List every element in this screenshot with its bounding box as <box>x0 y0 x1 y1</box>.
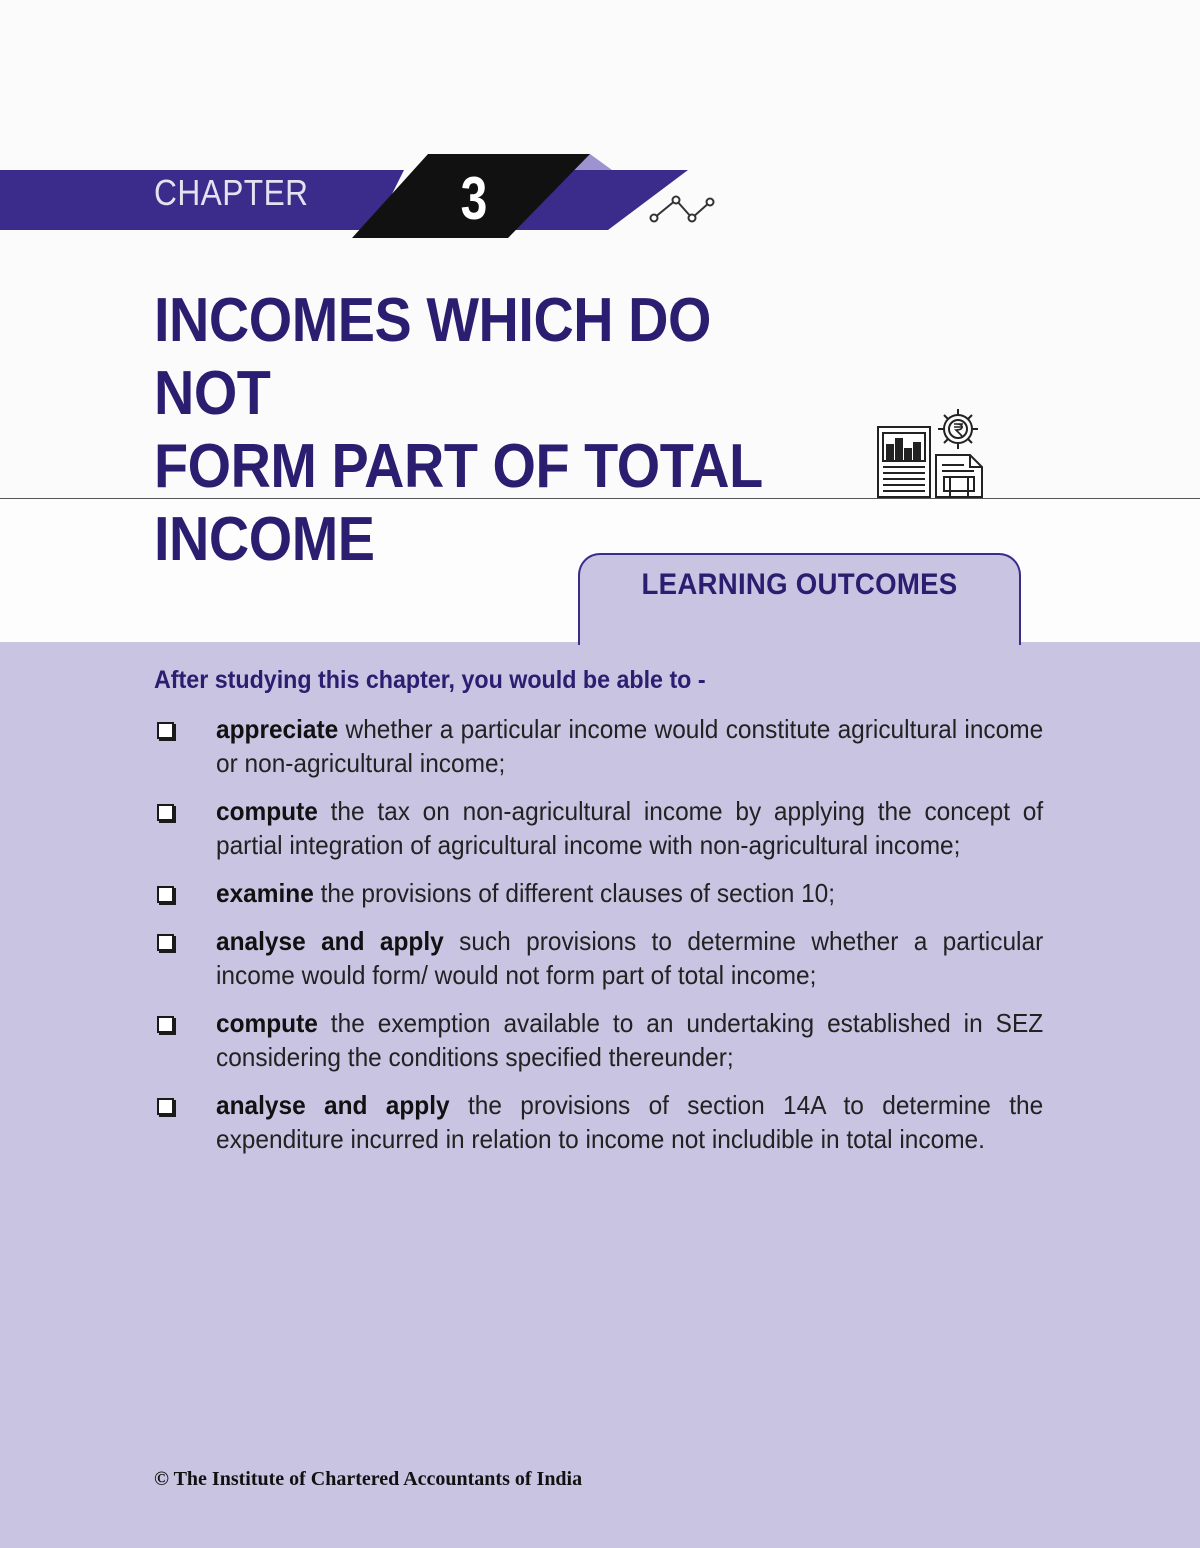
checkbox-bullet-icon <box>157 934 174 951</box>
checkbox-bullet-icon <box>157 722 174 739</box>
financial-document-icon <box>874 405 988 501</box>
learning-outcomes-tab <box>578 553 1021 645</box>
outcome-verb: appreciate <box>216 714 339 744</box>
list-item <box>154 876 1046 910</box>
chapter-label: CHAPTER <box>154 172 309 213</box>
outcome-description: such provisions to determine whether a particular income would form/ would not form part of total income; <box>216 926 1044 990</box>
checkbox-bullet-icon <box>157 886 174 903</box>
checkbox-bullet-icon <box>157 1098 174 1115</box>
outcome-description: the tax on non-agricultural income by applying the concept of partial integration of agricultural income with non-agricultural income; <box>216 796 1044 860</box>
outcome-description: the exemption available to an undertaking established in SEZ considering the conditions specified thereunder; <box>216 1008 1044 1072</box>
checkbox-bullet-icon <box>157 1016 174 1033</box>
outcome-description: the provisions of different clauses of section 10; <box>313 878 836 908</box>
outcome-description: the provisions of section 14A to determine the expenditure incurred in relation to income not includible in total income. <box>216 1090 1044 1154</box>
outcome-text <box>216 924 1043 992</box>
copyright-footer: © The Institute of Chartered Accountants of India <box>154 1468 583 1490</box>
trend-line-icon <box>651 197 714 222</box>
outcome-text <box>216 876 1043 910</box>
outcome-description: whether a particular income would constitute agricultural income or non-agricultural income; <box>216 714 1044 778</box>
outcome-verb: examine <box>216 878 314 908</box>
outcome-text <box>216 794 1043 862</box>
checkbox-bullet-icon <box>157 804 174 821</box>
chapter-banner <box>0 152 730 242</box>
rupee-gear-icon <box>938 409 978 449</box>
list-item <box>154 712 1046 780</box>
learning-outcomes-list <box>154 712 1046 1170</box>
outcome-verb: analyse and apply <box>216 926 444 956</box>
learning-outcomes-intro: After studying this chapter, you would be able to - <box>154 666 706 694</box>
outcome-verb: analyse and apply <box>216 1090 450 1120</box>
learning-outcomes-heading: LEARNING OUTCOMES <box>641 568 958 601</box>
outcome-text <box>216 712 1043 780</box>
chapter-title-line: INCOME <box>154 505 375 574</box>
list-item <box>154 924 1046 992</box>
chapter-title-line: INCOMES WHICH DO NOT <box>154 286 711 428</box>
chapter-title <box>154 284 784 576</box>
chapter-number: 3 <box>460 165 488 232</box>
outcome-verb: compute <box>216 796 318 826</box>
chapter-title-line: FORM PART OF TOTAL <box>154 432 763 501</box>
list-item <box>154 1088 1046 1156</box>
outcome-text <box>216 1006 1043 1074</box>
list-item <box>154 794 1046 862</box>
list-item <box>154 1006 1046 1074</box>
outcome-text <box>216 1088 1043 1156</box>
outcome-verb: compute <box>216 1008 318 1038</box>
